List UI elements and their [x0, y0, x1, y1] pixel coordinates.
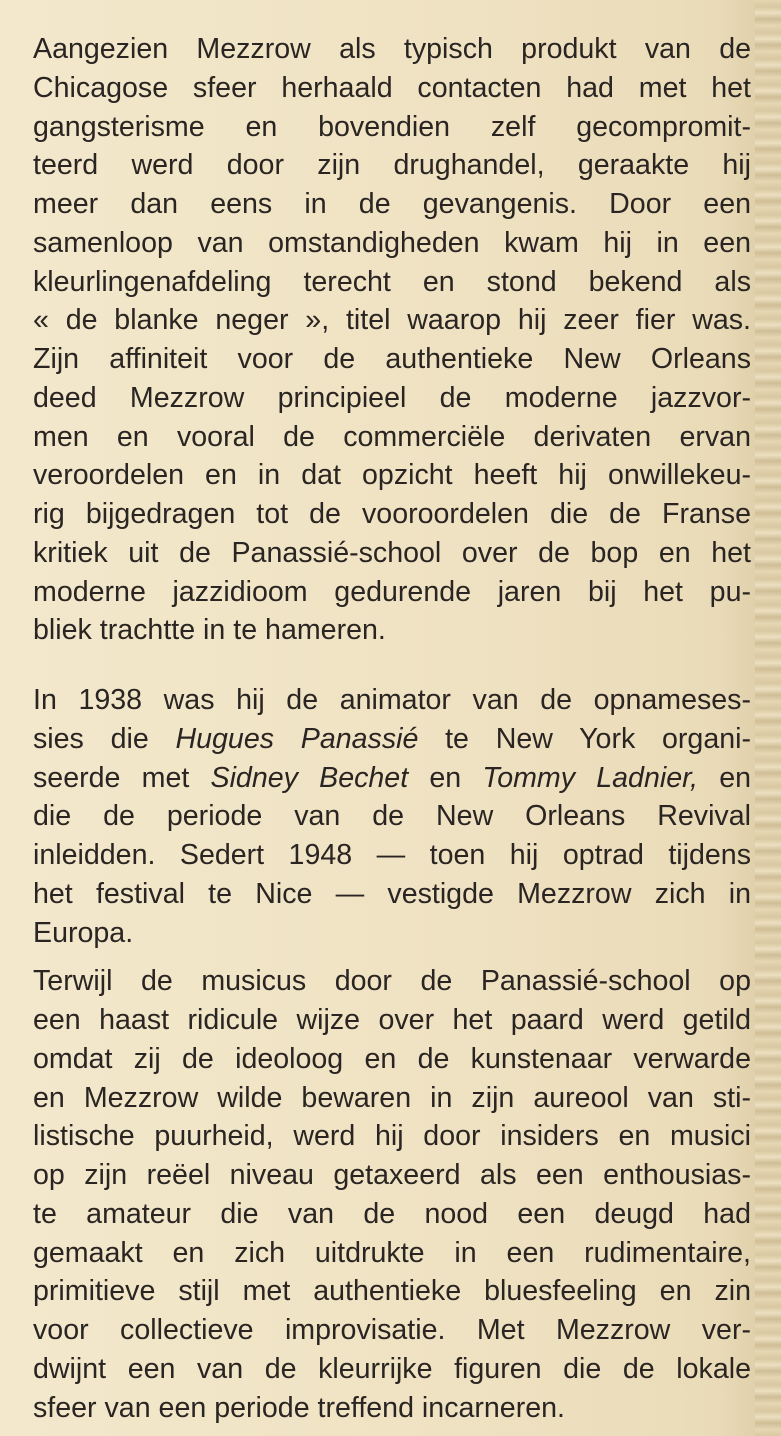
- paragraph-2: [33, 681, 751, 952]
- text-line: rig bijgedragen tot de vooroordelen die de Franse: [33, 498, 751, 530]
- text-line: « de blanke neger », titel waarop hij zeer fier was.: [33, 304, 751, 337]
- text-line: kleurlingenafdeling terecht en stond bekend als: [33, 265, 751, 298]
- text-line: primitieve stijl met authentieke bluesfeeling en zin: [33, 1275, 751, 1308]
- text-line: gangsterisme en bovendien zelf gecompromit-: [33, 110, 751, 143]
- text-line: samenloop van omstandigheden kwam hij in een: [33, 226, 751, 259]
- text-line: omdat zij de ideoloog en de kunstenaar verwarde: [33, 1042, 751, 1075]
- text-line: veroordelen en in dat opzicht heeft hij onwillekeu-: [33, 459, 751, 492]
- italic-name: Tommy Ladnier,: [482, 761, 698, 794]
- article-column: [33, 30, 751, 1427]
- paragraph-spacer: [33, 952, 751, 962]
- text-line: listische puurheid, werd hij door insiders en musici: [33, 1120, 751, 1153]
- text-line: die de periode van de New Orleans Revival: [33, 800, 751, 833]
- italic-name: Sidney Bechet: [210, 761, 409, 794]
- paragraph-3: [33, 962, 751, 1427]
- text-line: voor collectieve improvisatie. Met Mezzrow ver-: [33, 1314, 751, 1346]
- text-line: dwijnt een van de kleurrijke figuren die de lokale: [33, 1352, 751, 1385]
- text-line: deed Mezzrow principieel de moderne jazzvor-: [33, 381, 751, 414]
- text-line: een haast ridicule wijze over het paard werd getild: [33, 1004, 751, 1036]
- text-line: men en vooral de commerciële derivaten ervan: [33, 420, 751, 453]
- text-line: het festival te Nice — vestigde Mezzrow zich in: [33, 877, 751, 910]
- text-line: op zijn reëel niveau getaxeerd als een enthousias-: [33, 1159, 751, 1191]
- text-line: kritiek uit de Panassié-school over de bop en het: [33, 536, 751, 569]
- text-line: te amateur die van de nood een deugd had: [33, 1197, 751, 1230]
- text-line: moderne jazzidioom gedurende jaren bij het pu-: [33, 575, 751, 608]
- text-line: inleidden. Sedert 1948 — toen hij optrad tijdens: [33, 839, 751, 871]
- text-line: Zijn affiniteit voor de authentieke New Orleans: [33, 343, 751, 375]
- text-line: In 1938 was hij de animator van de opnameses-: [33, 684, 751, 716]
- text-line: sfeer van een periode treffend incarneren.: [33, 1391, 565, 1424]
- paragraph-1: [33, 30, 751, 650]
- text-line: Chicagose sfeer herhaald contacten had met het: [33, 71, 751, 104]
- text-line: Terwijl de musicus door de Panassié-school op: [33, 965, 751, 998]
- text-line: Aangezien Mezzrow als typisch produkt van de: [33, 33, 751, 65]
- text-line: Europa.: [33, 916, 134, 949]
- text-line: bliek trachtte in te hameren.: [33, 614, 386, 647]
- text-line: teerd werd door zijn drughandel, geraakte hij: [33, 149, 751, 182]
- paragraph-spacer: [33, 650, 751, 681]
- text-line: sies die Hugues Panassié te New York organi-: [33, 722, 751, 755]
- torn-paper-edge: [755, 0, 781, 1436]
- text-line: gemaakt en zich uitdrukte in een rudimentaire,: [33, 1236, 751, 1269]
- text-line: seerde met Sidney Bechet en Tommy Ladnier, en: [33, 761, 752, 794]
- italic-name: Hugues Panassié: [175, 722, 419, 755]
- text-line: meer dan eens in de gevangenis. Door een: [33, 188, 751, 220]
- text-line: en Mezzrow wilde bewaren in zijn aureool van sti-: [33, 1081, 751, 1114]
